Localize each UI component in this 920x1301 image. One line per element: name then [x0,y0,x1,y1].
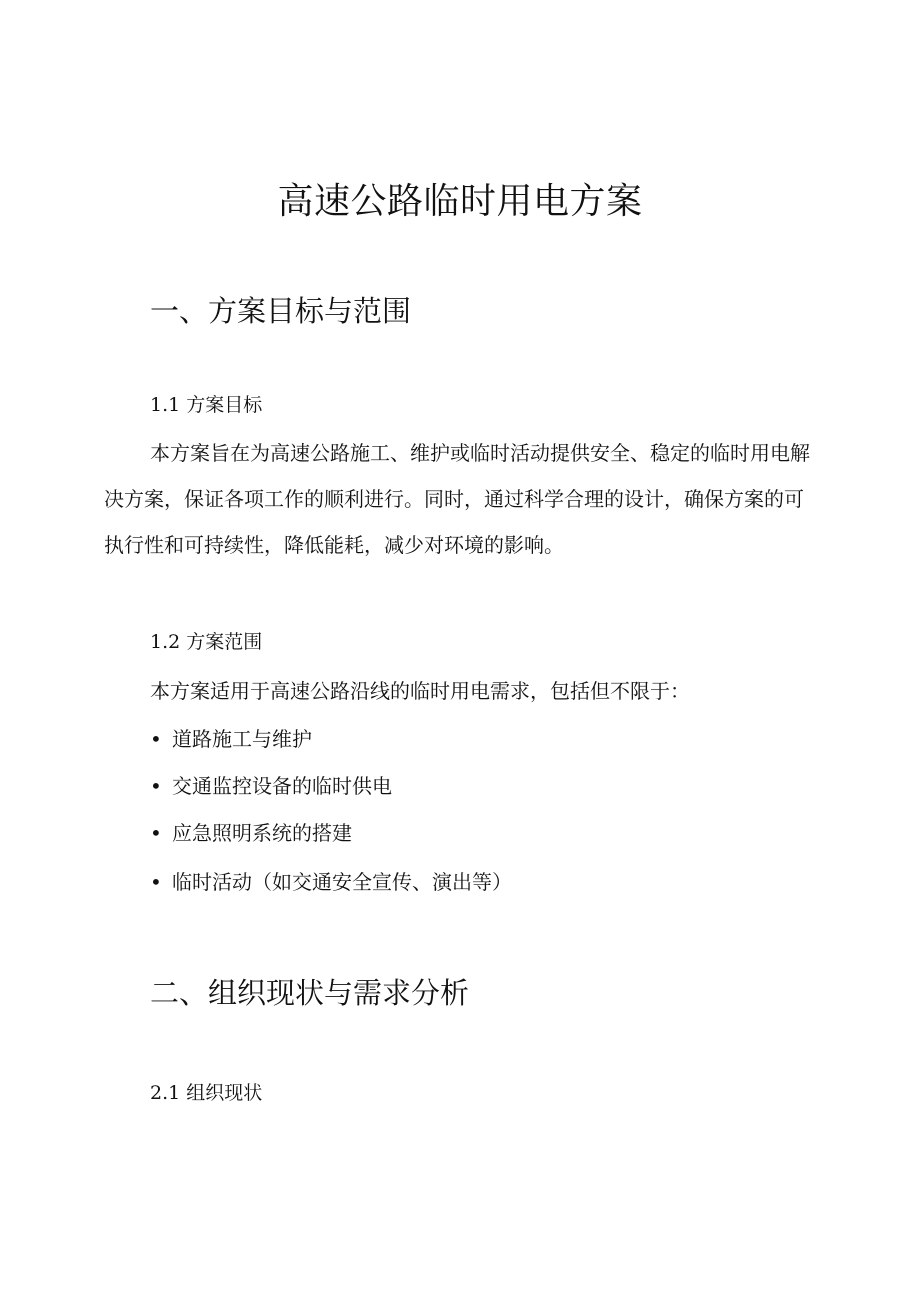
list-item-text: 交通监控设备的临时供电 [172,774,392,798]
subsection-1-1-heading: 1.1 方案目标 [150,394,263,416]
subsection-1-2-heading: 1.2 方案范围 [150,631,263,653]
subsection-1-1-paragraph: 本方案旨在为高速公路施工、维护或临时活动提供安全、稳定的临时用电解决方案，保证各项工作的顺利进行。同时，通过科学合理的设计，确保方案的可执行性和可持续性，降低能耗，减少对环境的影响。 [104,441,810,557]
list-item-text: 应急照明系统的搭建 [172,821,352,845]
bullet-icon: • [150,821,162,845]
list-item-text: 临时活动（如交通安全宣传、演出等） [172,870,512,894]
list-item [150,771,392,801]
document-title: 高速公路临时用电方案 [277,181,643,222]
list-item [150,724,312,754]
list-item [150,867,512,897]
section-2-heading: 二、组织现状与需求分析 [150,976,470,1010]
list-item [150,818,352,848]
bullet-icon: • [150,774,162,798]
bullet-icon: • [150,870,162,894]
subsection-1-2-intro: 本方案适用于高速公路沿线的临时用电需求，包括但不限于： [150,679,690,703]
list-item-text: 道路施工与维护 [172,727,312,751]
subsection-2-1-heading: 2.1 组织现状 [150,1082,263,1104]
section-1-heading: 一、方案目标与范围 [150,294,412,328]
bullet-icon: • [150,727,162,751]
